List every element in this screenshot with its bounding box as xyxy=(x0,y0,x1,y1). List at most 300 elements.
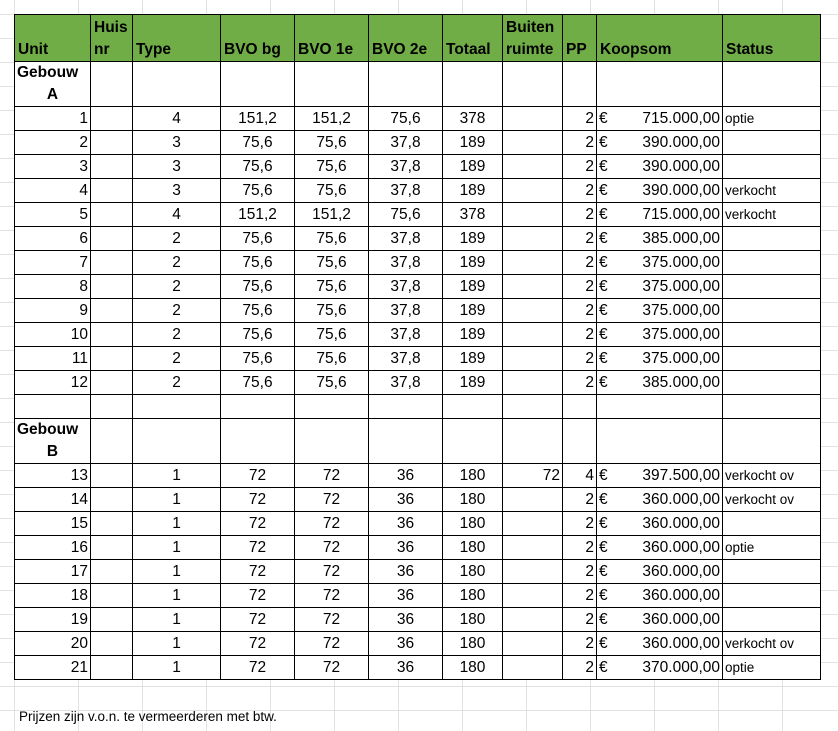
cell-buitenruimte[interactable] xyxy=(503,560,563,584)
group-label[interactable] xyxy=(15,419,91,464)
cell-unit[interactable]: 19 xyxy=(15,608,91,632)
cell-huisnr[interactable] xyxy=(91,203,133,227)
cell-bvo-2e[interactable]: 37,8 xyxy=(369,299,443,323)
cell-unit[interactable]: 21 xyxy=(15,656,91,680)
cell-bvo-bg[interactable]: 151,2 xyxy=(221,203,295,227)
cell-koopsom[interactable] xyxy=(597,227,723,251)
cell-huisnr[interactable] xyxy=(91,107,133,131)
cell-huisnr[interactable] xyxy=(91,251,133,275)
table-row xyxy=(15,275,821,299)
cell-type[interactable]: 2 xyxy=(133,275,221,299)
cell-totaal[interactable]: 189 xyxy=(443,347,503,371)
cell-bvo-1e[interactable]: 75,6 xyxy=(295,371,369,395)
header-type[interactable]: Type xyxy=(133,15,221,62)
cell-bvo-1e[interactable]: 75,6 xyxy=(295,299,369,323)
cell-bvo-2e[interactable]: 37,8 xyxy=(369,347,443,371)
cell-koopsom[interactable] xyxy=(597,179,723,203)
cell-bvo-2e[interactable]: 36 xyxy=(369,536,443,560)
empty-cell[interactable] xyxy=(369,395,443,419)
cell-huisnr[interactable] xyxy=(91,155,133,179)
cell-bvo-1e[interactable]: 72 xyxy=(295,608,369,632)
cell-bvo-1e[interactable]: 75,6 xyxy=(295,155,369,179)
koopsom-amount: 370.000,00 xyxy=(642,658,720,676)
table-row xyxy=(15,323,821,347)
cell-koopsom[interactable] xyxy=(597,371,723,395)
cell-pp[interactable]: 4 xyxy=(563,464,597,488)
cell-unit[interactable]: 4 xyxy=(15,179,91,203)
cell-buitenruimte[interactable] xyxy=(503,203,563,227)
cell-bvo-1e[interactable]: 75,6 xyxy=(295,227,369,251)
cell-bvo-bg[interactable]: 72 xyxy=(221,488,295,512)
cell-pp[interactable]: 2 xyxy=(563,608,597,632)
cell-status[interactable]: verkocht xyxy=(723,179,821,203)
cell-unit[interactable]: 10 xyxy=(15,323,91,347)
cell-bvo-1e[interactable]: 151,2 xyxy=(295,203,369,227)
empty-cell[interactable] xyxy=(503,395,563,419)
cell-type[interactable]: 1 xyxy=(133,536,221,560)
koopsom-amount: 385.000,00 xyxy=(642,373,720,391)
cell-status[interactable] xyxy=(723,275,821,299)
empty-cell[interactable] xyxy=(91,395,133,419)
cell-totaal[interactable]: 180 xyxy=(443,632,503,656)
cell-bvo-2e[interactable]: 37,8 xyxy=(369,227,443,251)
cell-koopsom[interactable] xyxy=(597,299,723,323)
cell-buitenruimte[interactable] xyxy=(503,299,563,323)
cell-huisnr[interactable] xyxy=(91,536,133,560)
cell-totaal[interactable]: 180 xyxy=(443,608,503,632)
group-label-line1: Gebouw xyxy=(17,421,79,438)
cell-totaal[interactable]: 189 xyxy=(443,179,503,203)
cell-pp[interactable]: 2 xyxy=(563,227,597,251)
cell-buitenruimte[interactable] xyxy=(503,323,563,347)
cell-totaal[interactable]: 189 xyxy=(443,275,503,299)
cell-unit[interactable]: 20 xyxy=(15,632,91,656)
cell-koopsom[interactable] xyxy=(597,608,723,632)
cell-buitenruimte[interactable] xyxy=(503,584,563,608)
cell-pp[interactable]: 2 xyxy=(563,560,597,584)
cell-koopsom[interactable] xyxy=(597,323,723,347)
cell-status[interactable]: verkocht ov xyxy=(723,464,821,488)
cell-koopsom[interactable] xyxy=(597,155,723,179)
currency-symbol: € xyxy=(599,109,608,127)
cell-buitenruimte[interactable] xyxy=(503,251,563,275)
cell-koopsom[interactable] xyxy=(597,464,723,488)
cell-totaal[interactable]: 180 xyxy=(443,488,503,512)
table-row xyxy=(15,560,821,584)
cell-type[interactable]: 3 xyxy=(133,131,221,155)
empty-cell[interactable] xyxy=(597,62,723,107)
cell-bvo-bg[interactable]: 75,6 xyxy=(221,323,295,347)
cell-type[interactable]: 2 xyxy=(133,371,221,395)
cell-koopsom[interactable] xyxy=(597,536,723,560)
cell-bvo-1e[interactable]: 75,6 xyxy=(295,275,369,299)
cell-type[interactable]: 1 xyxy=(133,512,221,536)
cell-bvo-bg[interactable]: 75,6 xyxy=(221,179,295,203)
cell-koopsom[interactable] xyxy=(597,347,723,371)
cell-huisnr[interactable] xyxy=(91,584,133,608)
empty-cell[interactable] xyxy=(597,395,723,419)
empty-cell[interactable] xyxy=(563,419,597,464)
cell-huisnr[interactable] xyxy=(91,371,133,395)
empty-cell[interactable] xyxy=(563,395,597,419)
cell-totaal[interactable]: 180 xyxy=(443,656,503,680)
cell-bvo-bg[interactable]: 75,6 xyxy=(221,251,295,275)
cell-totaal[interactable]: 378 xyxy=(443,203,503,227)
empty-cell[interactable] xyxy=(133,62,221,107)
cell-pp[interactable]: 2 xyxy=(563,203,597,227)
cell-status[interactable]: verkocht ov xyxy=(723,632,821,656)
cell-bvo-bg[interactable]: 72 xyxy=(221,536,295,560)
empty-cell[interactable] xyxy=(295,395,369,419)
table-row xyxy=(15,608,821,632)
cell-totaal[interactable]: 180 xyxy=(443,512,503,536)
cell-unit[interactable]: 2 xyxy=(15,131,91,155)
currency-symbol: € xyxy=(599,373,608,391)
cell-bvo-1e[interactable]: 72 xyxy=(295,512,369,536)
cell-status[interactable]: optie xyxy=(723,656,821,680)
cell-buitenruimte[interactable] xyxy=(503,488,563,512)
cell-bvo-1e[interactable]: 72 xyxy=(295,560,369,584)
cell-status[interactable] xyxy=(723,608,821,632)
cell-bvo-2e[interactable]: 36 xyxy=(369,584,443,608)
cell-koopsom[interactable] xyxy=(597,275,723,299)
cell-status[interactable] xyxy=(723,251,821,275)
cell-pp[interactable]: 2 xyxy=(563,536,597,560)
cell-buitenruimte[interactable] xyxy=(503,227,563,251)
cell-bvo-2e[interactable]: 37,8 xyxy=(369,275,443,299)
cell-buitenruimte[interactable] xyxy=(503,656,563,680)
cell-bvo-2e[interactable]: 37,8 xyxy=(369,179,443,203)
cell-type[interactable]: 1 xyxy=(133,584,221,608)
cell-huisnr[interactable] xyxy=(91,464,133,488)
cell-unit[interactable]: 16 xyxy=(15,536,91,560)
cell-bvo-bg[interactable]: 72 xyxy=(221,584,295,608)
empty-cell[interactable] xyxy=(503,62,563,107)
cell-type[interactable]: 2 xyxy=(133,299,221,323)
empty-cell[interactable] xyxy=(91,419,133,464)
cell-unit[interactable]: 15 xyxy=(15,512,91,536)
cell-bvo-2e[interactable]: 37,8 xyxy=(369,323,443,347)
cell-pp[interactable]: 2 xyxy=(563,131,597,155)
group-header-row xyxy=(15,419,821,464)
cell-pp[interactable]: 2 xyxy=(563,632,597,656)
cell-bvo-1e[interactable]: 72 xyxy=(295,656,369,680)
empty-cell[interactable] xyxy=(723,419,821,464)
cell-pp[interactable]: 2 xyxy=(563,251,597,275)
empty-cell[interactable] xyxy=(91,62,133,107)
koopsom-amount: 360.000,00 xyxy=(642,634,720,652)
cell-buitenruimte[interactable] xyxy=(503,347,563,371)
cell-unit[interactable]: 14 xyxy=(15,488,91,512)
empty-cell[interactable] xyxy=(15,395,91,419)
empty-cell[interactable] xyxy=(369,62,443,107)
cell-huisnr[interactable] xyxy=(91,656,133,680)
cell-bvo-2e[interactable]: 37,8 xyxy=(369,251,443,275)
cell-bvo-2e[interactable]: 75,6 xyxy=(369,107,443,131)
cell-koopsom[interactable] xyxy=(597,251,723,275)
cell-koopsom[interactable] xyxy=(597,584,723,608)
cell-huisnr[interactable] xyxy=(91,179,133,203)
cell-totaal[interactable]: 378 xyxy=(443,107,503,131)
cell-pp[interactable]: 2 xyxy=(563,107,597,131)
header-huisnr[interactable] xyxy=(91,15,133,62)
cell-totaal[interactable]: 189 xyxy=(443,299,503,323)
empty-cell[interactable] xyxy=(723,62,821,107)
cell-pp[interactable]: 2 xyxy=(563,656,597,680)
header-unit[interactable]: Unit xyxy=(15,15,91,62)
cell-huisnr[interactable] xyxy=(91,227,133,251)
table-row xyxy=(15,179,821,203)
cell-bvo-bg[interactable]: 72 xyxy=(221,560,295,584)
cell-bvo-1e[interactable]: 72 xyxy=(295,536,369,560)
currency-symbol: € xyxy=(599,634,608,652)
cell-totaal[interactable]: 189 xyxy=(443,323,503,347)
cell-unit[interactable]: 18 xyxy=(15,584,91,608)
cell-bvo-1e[interactable]: 75,6 xyxy=(295,347,369,371)
cell-koopsom[interactable] xyxy=(597,632,723,656)
cell-status[interactable]: verkocht xyxy=(723,203,821,227)
cell-bvo-2e[interactable]: 36 xyxy=(369,560,443,584)
koopsom-amount: 375.000,00 xyxy=(642,325,720,343)
cell-huisnr[interactable] xyxy=(91,512,133,536)
cell-type[interactable]: 2 xyxy=(133,323,221,347)
cell-bvo-2e[interactable]: 37,8 xyxy=(369,131,443,155)
cell-unit[interactable]: 11 xyxy=(15,347,91,371)
cell-totaal[interactable]: 189 xyxy=(443,131,503,155)
cell-status[interactable]: optie xyxy=(723,536,821,560)
cell-bvo-1e[interactable]: 72 xyxy=(295,488,369,512)
cell-buitenruimte[interactable] xyxy=(503,275,563,299)
cell-bvo-1e[interactable]: 75,6 xyxy=(295,323,369,347)
koopsom-amount: 375.000,00 xyxy=(642,277,720,295)
cell-bvo-1e[interactable]: 75,6 xyxy=(295,131,369,155)
cell-bvo-1e[interactable]: 72 xyxy=(295,464,369,488)
table-row xyxy=(15,536,821,560)
cell-type[interactable]: 2 xyxy=(133,347,221,371)
cell-koopsom[interactable] xyxy=(597,512,723,536)
table-row xyxy=(15,203,821,227)
cell-bvo-1e[interactable]: 72 xyxy=(295,584,369,608)
cell-bvo-2e[interactable]: 37,8 xyxy=(369,155,443,179)
cell-huisnr[interactable] xyxy=(91,323,133,347)
cell-huisnr[interactable] xyxy=(91,347,133,371)
header-buiten-line1: Buiten xyxy=(506,19,555,36)
cell-huisnr[interactable] xyxy=(91,299,133,323)
header-bvo-2e[interactable]: BVO 2e xyxy=(369,15,443,62)
header-status[interactable]: Status xyxy=(723,15,821,62)
header-totaal[interactable]: Totaal xyxy=(443,15,503,62)
cell-koopsom[interactable] xyxy=(597,107,723,131)
cell-buitenruimte[interactable]: 72 xyxy=(503,464,563,488)
cell-status[interactable]: optie xyxy=(723,107,821,131)
cell-bvo-1e[interactable]: 151,2 xyxy=(295,107,369,131)
cell-buitenruimte[interactable] xyxy=(503,536,563,560)
cell-bvo-bg[interactable]: 75,6 xyxy=(221,227,295,251)
cell-bvo-2e[interactable]: 75,6 xyxy=(369,203,443,227)
empty-cell[interactable] xyxy=(221,395,295,419)
cell-bvo-bg[interactable]: 75,6 xyxy=(221,347,295,371)
cell-bvo-2e[interactable]: 36 xyxy=(369,632,443,656)
cell-type[interactable]: 4 xyxy=(133,203,221,227)
cell-status[interactable] xyxy=(723,131,821,155)
cell-bvo-1e[interactable]: 72 xyxy=(295,632,369,656)
cell-type[interactable]: 3 xyxy=(133,155,221,179)
cell-status[interactable] xyxy=(723,512,821,536)
currency-symbol: € xyxy=(599,229,608,247)
cell-pp[interactable]: 2 xyxy=(563,155,597,179)
cell-status[interactable] xyxy=(723,227,821,251)
cell-type[interactable]: 1 xyxy=(133,632,221,656)
cell-bvo-bg[interactable]: 75,6 xyxy=(221,155,295,179)
header-pp[interactable]: PP xyxy=(563,15,597,62)
cell-bvo-bg[interactable]: 75,6 xyxy=(221,275,295,299)
cell-unit[interactable]: 13 xyxy=(15,464,91,488)
cell-koopsom[interactable] xyxy=(597,488,723,512)
cell-type[interactable]: 1 xyxy=(133,608,221,632)
cell-bvo-2e[interactable]: 37,8 xyxy=(369,371,443,395)
group-label-line2: B xyxy=(46,443,59,460)
cell-huisnr[interactable] xyxy=(91,275,133,299)
cell-unit[interactable]: 3 xyxy=(15,155,91,179)
header-buitenruimte[interactable] xyxy=(503,15,563,62)
cell-huisnr[interactable] xyxy=(91,488,133,512)
cell-type[interactable]: 3 xyxy=(133,179,221,203)
cell-status[interactable] xyxy=(723,323,821,347)
cell-unit[interactable]: 8 xyxy=(15,275,91,299)
cell-bvo-bg[interactable]: 72 xyxy=(221,464,295,488)
table-row xyxy=(15,632,821,656)
cell-bvo-bg[interactable]: 72 xyxy=(221,632,295,656)
cell-type[interactable]: 2 xyxy=(133,251,221,275)
cell-type[interactable]: 2 xyxy=(133,227,221,251)
cell-huisnr[interactable] xyxy=(91,560,133,584)
empty-cell[interactable] xyxy=(295,419,369,464)
cell-buitenruimte[interactable] xyxy=(503,155,563,179)
cell-pp[interactable]: 2 xyxy=(563,323,597,347)
empty-cell[interactable] xyxy=(597,419,723,464)
cell-bvo-bg[interactable]: 75,6 xyxy=(221,299,295,323)
cell-bvo-2e[interactable]: 36 xyxy=(369,608,443,632)
header-koopsom[interactable]: Koopsom xyxy=(597,15,723,62)
cell-pp[interactable]: 2 xyxy=(563,179,597,203)
empty-cell[interactable] xyxy=(563,62,597,107)
cell-bvo-bg[interactable]: 72 xyxy=(221,656,295,680)
cell-unit[interactable]: 12 xyxy=(15,371,91,395)
cell-pp[interactable]: 2 xyxy=(563,584,597,608)
cell-status[interactable] xyxy=(723,347,821,371)
cell-totaal[interactable]: 180 xyxy=(443,560,503,584)
cell-unit[interactable]: 6 xyxy=(15,227,91,251)
cell-bvo-bg[interactable]: 72 xyxy=(221,608,295,632)
cell-totaal[interactable]: 180 xyxy=(443,464,503,488)
group-label[interactable] xyxy=(15,62,91,107)
cell-status[interactable] xyxy=(723,371,821,395)
table-row xyxy=(15,656,821,680)
cell-buitenruimte[interactable] xyxy=(503,179,563,203)
empty-cell[interactable] xyxy=(443,395,503,419)
empty-cell[interactable] xyxy=(369,419,443,464)
cell-buitenruimte[interactable] xyxy=(503,131,563,155)
cell-unit[interactable]: 9 xyxy=(15,299,91,323)
cell-koopsom[interactable] xyxy=(597,560,723,584)
cell-buitenruimte[interactable] xyxy=(503,107,563,131)
cell-status[interactable] xyxy=(723,155,821,179)
empty-cell[interactable] xyxy=(221,419,295,464)
empty-cell[interactable] xyxy=(443,419,503,464)
table-row xyxy=(15,347,821,371)
cell-bvo-2e[interactable]: 36 xyxy=(369,512,443,536)
cell-bvo-1e[interactable]: 75,6 xyxy=(295,251,369,275)
cell-status[interactable] xyxy=(723,299,821,323)
cell-bvo-bg[interactable]: 75,6 xyxy=(221,131,295,155)
cell-totaal[interactable]: 189 xyxy=(443,227,503,251)
header-bvo-1e[interactable]: BVO 1e xyxy=(295,15,369,62)
cell-totaal[interactable]: 180 xyxy=(443,536,503,560)
cell-pp[interactable]: 2 xyxy=(563,371,597,395)
cell-huisnr[interactable] xyxy=(91,632,133,656)
cell-type[interactable]: 4 xyxy=(133,107,221,131)
cell-totaal[interactable]: 180 xyxy=(443,584,503,608)
cell-status[interactable] xyxy=(723,560,821,584)
empty-cell[interactable] xyxy=(295,62,369,107)
currency-symbol: € xyxy=(599,538,608,556)
cell-huisnr[interactable] xyxy=(91,131,133,155)
cell-buitenruimte[interactable] xyxy=(503,608,563,632)
cell-totaal[interactable]: 189 xyxy=(443,251,503,275)
cell-status[interactable]: verkocht ov xyxy=(723,488,821,512)
empty-cell[interactable] xyxy=(503,419,563,464)
cell-totaal[interactable]: 189 xyxy=(443,371,503,395)
cell-bvo-2e[interactable]: 36 xyxy=(369,464,443,488)
cell-pp[interactable]: 2 xyxy=(563,275,597,299)
cell-buitenruimte[interactable] xyxy=(503,632,563,656)
cell-type[interactable]: 1 xyxy=(133,488,221,512)
cell-totaal[interactable]: 189 xyxy=(443,155,503,179)
cell-koopsom[interactable] xyxy=(597,203,723,227)
empty-cell[interactable] xyxy=(133,395,221,419)
cell-koopsom[interactable] xyxy=(597,656,723,680)
header-bvo-bg[interactable]: BVO bg xyxy=(221,15,295,62)
empty-cell[interactable] xyxy=(221,62,295,107)
currency-symbol: € xyxy=(599,349,608,367)
cell-bvo-bg[interactable]: 75,6 xyxy=(221,371,295,395)
cell-buitenruimte[interactable] xyxy=(503,371,563,395)
cell-unit[interactable]: 5 xyxy=(15,203,91,227)
empty-cell[interactable] xyxy=(723,395,821,419)
cell-unit[interactable]: 17 xyxy=(15,560,91,584)
cell-pp[interactable]: 2 xyxy=(563,488,597,512)
cell-bvo-bg[interactable]: 151,2 xyxy=(221,107,295,131)
cell-bvo-1e[interactable]: 75,6 xyxy=(295,179,369,203)
empty-cell[interactable] xyxy=(133,419,221,464)
cell-buitenruimte[interactable] xyxy=(503,512,563,536)
cell-type[interactable]: 1 xyxy=(133,656,221,680)
cell-status[interactable] xyxy=(723,584,821,608)
cell-unit[interactable]: 1 xyxy=(15,107,91,131)
cell-pp[interactable]: 2 xyxy=(563,347,597,371)
cell-type[interactable]: 1 xyxy=(133,464,221,488)
cell-pp[interactable]: 2 xyxy=(563,299,597,323)
cell-koopsom[interactable] xyxy=(597,131,723,155)
cell-unit[interactable]: 7 xyxy=(15,251,91,275)
empty-cell[interactable] xyxy=(443,62,503,107)
cell-bvo-2e[interactable]: 36 xyxy=(369,488,443,512)
cell-type[interactable]: 1 xyxy=(133,560,221,584)
cell-bvo-2e[interactable]: 36 xyxy=(369,656,443,680)
cell-pp[interactable]: 2 xyxy=(563,512,597,536)
cell-huisnr[interactable] xyxy=(91,608,133,632)
cell-bvo-bg[interactable]: 72 xyxy=(221,512,295,536)
